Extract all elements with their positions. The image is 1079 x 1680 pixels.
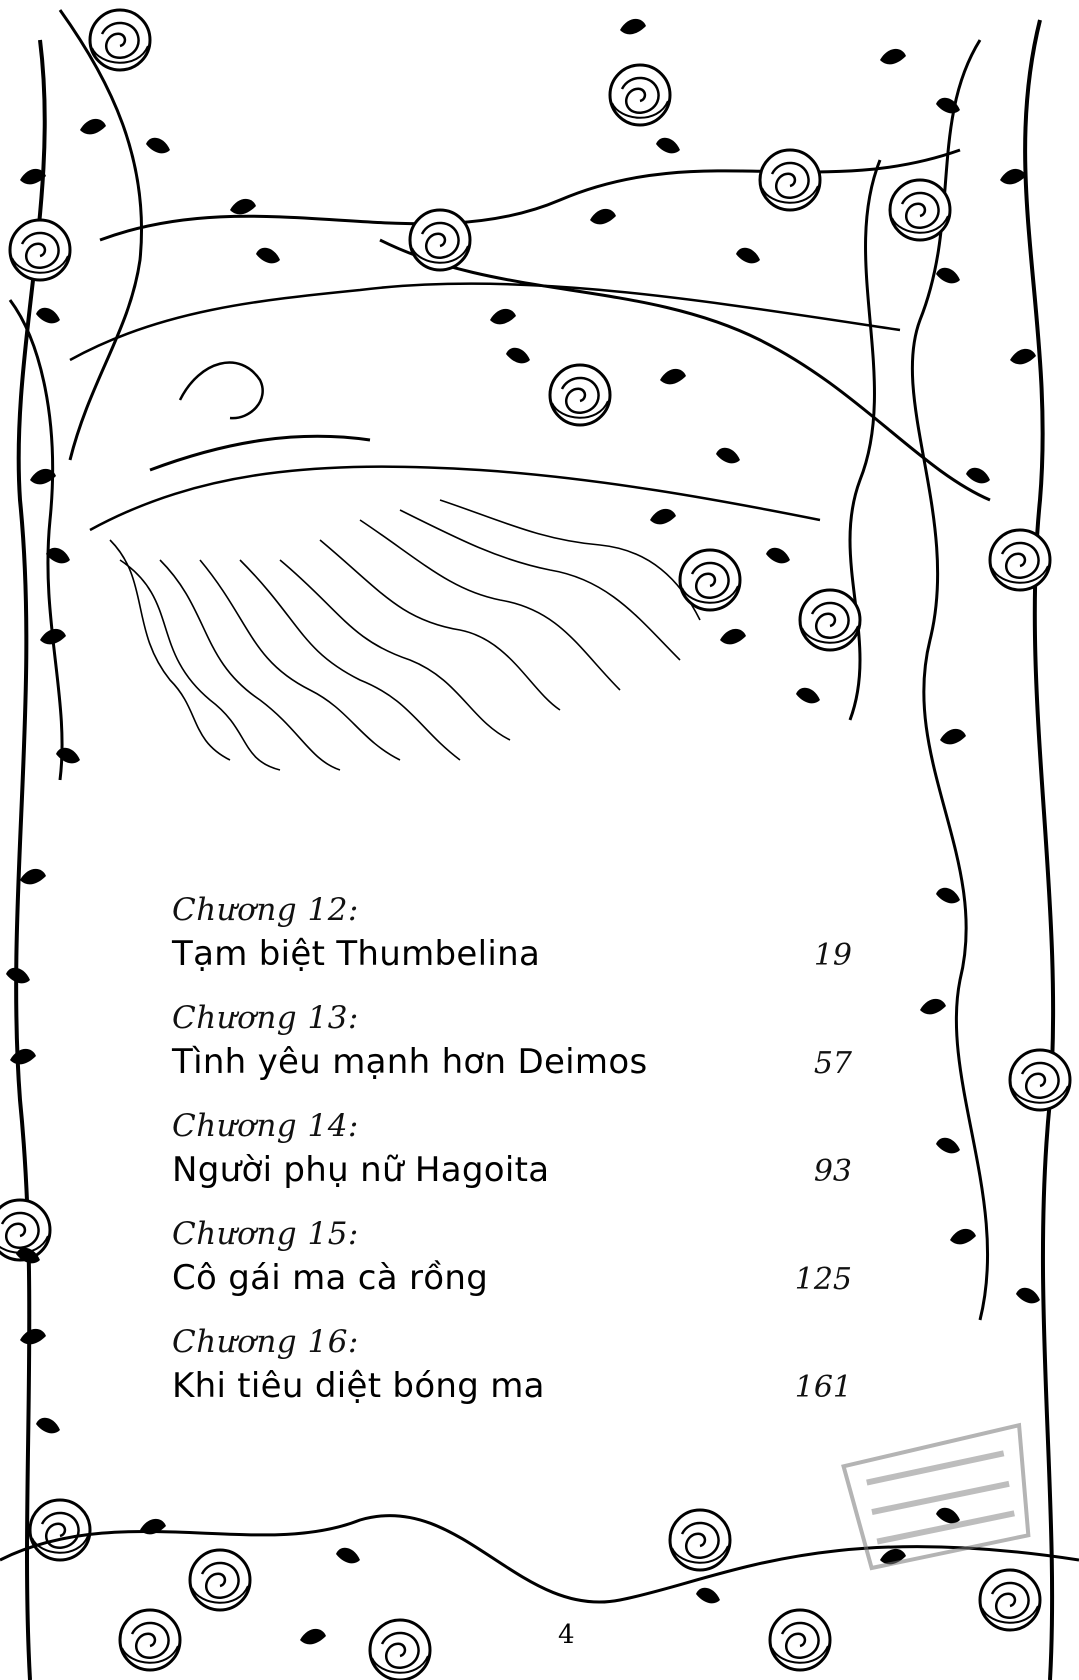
chapter-title: Cô gái ma cà rồng [172,1258,489,1298]
toc-entry[interactable] [172,1312,852,1420]
chapter-label: Chương 13: [172,1000,359,1036]
chapter-label: Chương 16: [172,1324,359,1360]
toc-entry[interactable] [172,880,852,988]
table-of-contents [172,880,852,1420]
toc-entry[interactable] [172,1204,852,1312]
chapter-label: Chương 15: [172,1216,359,1252]
chapter-title: Người phụ nữ Hagoita [172,1150,550,1190]
chapter-page-number: 19 [813,938,852,973]
page-number: 4 [558,1620,575,1650]
chapter-title: Khi tiêu diệt bóng ma [172,1366,545,1406]
sleeping-girl-illustration [70,284,900,770]
chapter-title: Tình yêu mạnh hơn Deimos [172,1042,648,1082]
chapter-page-number: 161 [794,1370,852,1405]
chapter-label: Chương 12: [172,892,359,928]
toc-entry[interactable] [172,988,852,1096]
chapter-page-number: 93 [813,1154,852,1189]
chapter-page-number: 57 [813,1046,852,1081]
chapter-label: Chương 14: [172,1108,359,1144]
chapter-title: Tạm biệt Thumbelina [172,934,541,974]
toc-entry[interactable] [172,1096,852,1204]
chapter-page-number: 125 [794,1262,852,1297]
